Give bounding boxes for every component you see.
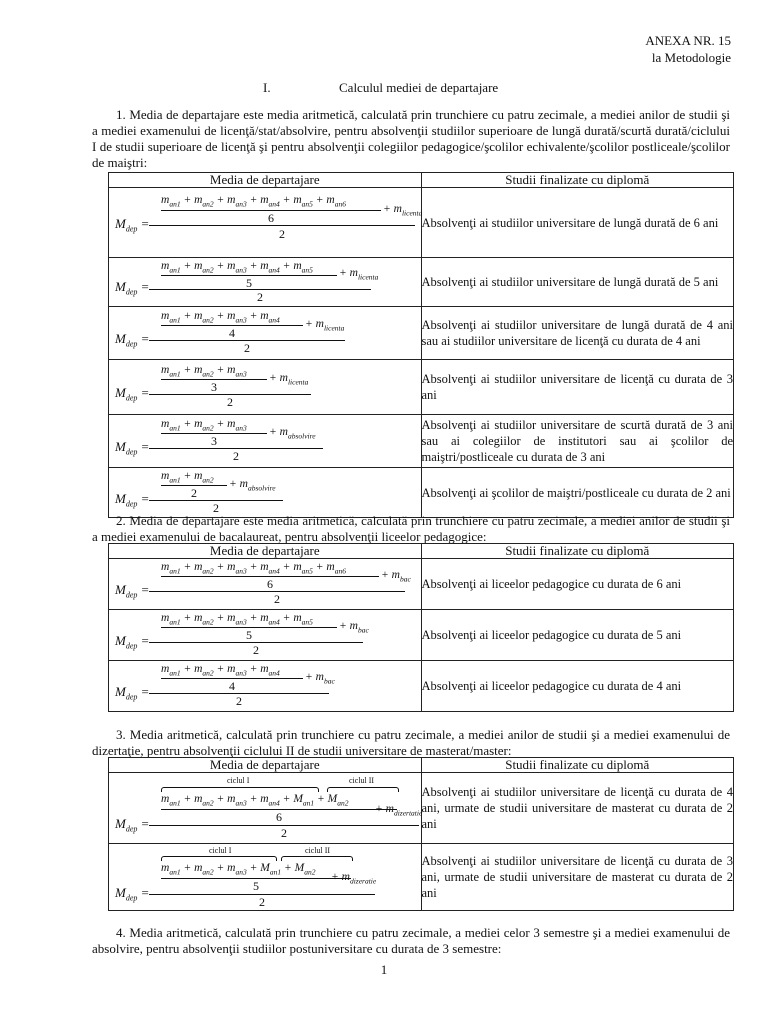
table-2-header-formula: Media de departajare [109,544,422,559]
table-1 [108,172,734,518]
section-heading: Calculul mediei de departajare [339,80,499,95]
brace-label-cycle-1: ciclul I [227,776,250,785]
studies-description: Absolvenţi ai şcolilor de maiştri/postliceale cu durata de 2 ani [421,468,734,518]
formula-cell: $m_{an1} + m_{an2} + m_{an3} + m_{an4} + m_{an5} + m_{an6}$ 6 + $m_{bac}$ $M_{dep}$ = 2 [109,559,422,610]
paragraph-2-text: 2. Media de departajare este media aritmetică, calculată prin trunchiere cu patru zecimale, a mediei anilor de studii şi a mediei examenului de bacalaureat, pentru absolvenţii liceelor pedagogice: [92,513,730,544]
table-1-header-formula: Media de departajare [109,173,422,188]
studies-description: Absolvenţi ai studiilor universitare de licenţă cu durata de 3 ani [421,360,734,415]
studies-description: Absolvenţi ai studiilor universitare de licenţă cu durata de 3 ani, urmate de studii universitare de masterat cu durata de 2 ani [421,844,734,911]
table-row [109,610,734,661]
formula-cell: $m_{an1} + m_{an2} + m_{an3} + m_{an4} + m_{an5}$ 5 + $m_{bac}$ $M_{dep}$ = 2 [109,610,422,661]
table-row [109,773,734,844]
brace-cycle-2 [327,787,399,792]
paragraph-4-text: 4. Media aritmetică, calculată prin trunchiere cu patru zecimale, a mediei celor 3 semestre şi a mediei examenului de absolvire, pentru absolvenţii studiilor postuniversitare cu durata de 3 semestre: [92,925,730,956]
paragraph-3-text: 3. Media aritmetică, calculată prin trunchiere cu patru zecimale, a mediei anilor de studii şi a mediei examenului de dizertaţie, pentru absolvenţii ciclului II de studii universitare de masterat/master: [92,727,730,758]
studies-description: Absolvenţi ai studiilor universitare de lungă durată de 6 ani [421,188,734,258]
table-row [109,188,734,258]
studies-description: Absolvenţi ai liceelor pedagogice cu durata de 4 ani [421,661,734,712]
main-fraction-line [149,225,415,226]
brace-label-cycle-2: ciclul II [349,776,375,785]
studies-description: Absolvenţi ai studiilor universitare de lungă durată de 5 ani [421,258,734,307]
paragraph-2 [92,513,730,545]
formula-cell: ciclul I ciclul II $m_{an1} + m_{an2} + m_{an3} + M_{an1} + M_{an2}$ 5 + $m_{dizeratie}$ $M_{dep}$ = 2 [109,844,422,911]
formula-cell: $m_{an1} + m_{an2}$ 2 + $m_{absolvire}$ $M_{dep}$ = 2 [109,468,422,518]
paragraph-3 [92,727,730,759]
annex-title: ANEXA NR. 15 [645,33,731,48]
table-row [109,468,734,518]
paragraph-1 [92,107,730,171]
studies-description: Absolvenţi ai studiilor universitare de scurtă durată de 3 ani sau ai colegiilor de institutori sau ai şcolilor de maiştri/postliceale cu durata de 3 ani [421,415,734,468]
page-number: 1 [380,962,388,977]
table-row [109,258,734,307]
exam-term: + $m_{licenta}$ [383,203,423,218]
formula-cell [109,188,422,258]
paragraph-4 [92,925,730,957]
table-row [109,844,734,911]
studies-description: Absolvenţi ai liceelor pedagogice cu durata de 6 ani [421,559,734,610]
formula-cell: $m_{an1} + m_{an2} + m_{an3} + m_{an4}$ 4 + $m_{licenta}$ $M_{dep}$ = 2 [109,307,422,360]
annex-subtitle: la Metodologie [651,50,731,65]
paragraph-1-text: 1. Media de departajare este media aritmetică, calculată prin trunchiere cu patru zecimale, a mediei anilor de studii şi a mediei examenului de licenţă/stat/absolvire, pentru absolvenţii studiilor superioare de lungă durată/scurtă durată/ciclului I de studii superioare de licenţă şi pentru absolvenţii colegiilor pedagogice/şcolilor echivalente/şcolilor postliceale/şcolilor de maiştri: [92,107,730,170]
studies-description: Absolvenţi ai studiilor universitare de licenţă cu durata de 4 ani, urmate de studii universitare de masterat cu durata de 2 ani [421,773,734,844]
numerator-expression: $m_{an1} + m_{an2} + m_{an3} + m_{an4} + m_{an5} + m_{an6}$ [161,194,346,209]
formula-cell: $m_{an1} + m_{an2} + m_{an3} + m_{an4}$ 4 + $m_{bac}$ $M_{dep}$ = 2 [109,661,422,712]
table-row [109,661,734,712]
table-row [109,415,734,468]
table-2-header-studies: Studii finalizate cu diplomă [421,544,734,559]
formula-cell: ciclul I ciclul II $m_{an1} + m_{an2} + m_{an3} + m_{an4} + M_{an1} + M_{an2}$ 6 + $m_{dizertatie}$ $M_{dep}$ = 2 [109,773,422,844]
table-row [109,559,734,610]
table-1-header-studies: Studii finalizate cu diplomă [421,173,734,188]
table-3 [108,757,734,911]
outer-denominator: 2 [279,227,285,241]
formula-cell: $m_{an1} + m_{an2} + m_{an3} + m_{an4} + m_{an5}$ 5 + $m_{licenta}$ $M_{dep}$ = 2 [109,258,422,307]
mdep-symbol: $M_{dep}$ = [115,216,150,234]
section-number: I. [263,80,271,95]
formula-cell: $m_{an1} + m_{an2} + m_{an3}$ 3 + $m_{licenta}$ $M_{dep}$ = 2 [109,360,422,415]
table-row [109,360,734,415]
table-3-header-studies: Studii finalizate cu diplomă [421,758,734,773]
brace-cycle-1 [161,787,319,792]
table-3-header-formula: Media de departajare [109,758,422,773]
annex-header [645,32,731,66]
studies-description: Absolvenţi ai liceelor pedagogice cu durata de 5 ani [421,610,734,661]
studies-description: Absolvenţi ai studiilor universitare de lungă durată de 4 ani sau ai studiilor universitare de licenţă cu durata de 4 ani [421,307,734,360]
formula-cell: $m_{an1} + m_{an2} + m_{an3}$ 3 + $m_{absolvire}$ $M_{dep}$ = 2 [109,415,422,468]
table-2 [108,543,734,712]
inner-denominator: 6 [268,211,274,225]
table-row [109,307,734,360]
